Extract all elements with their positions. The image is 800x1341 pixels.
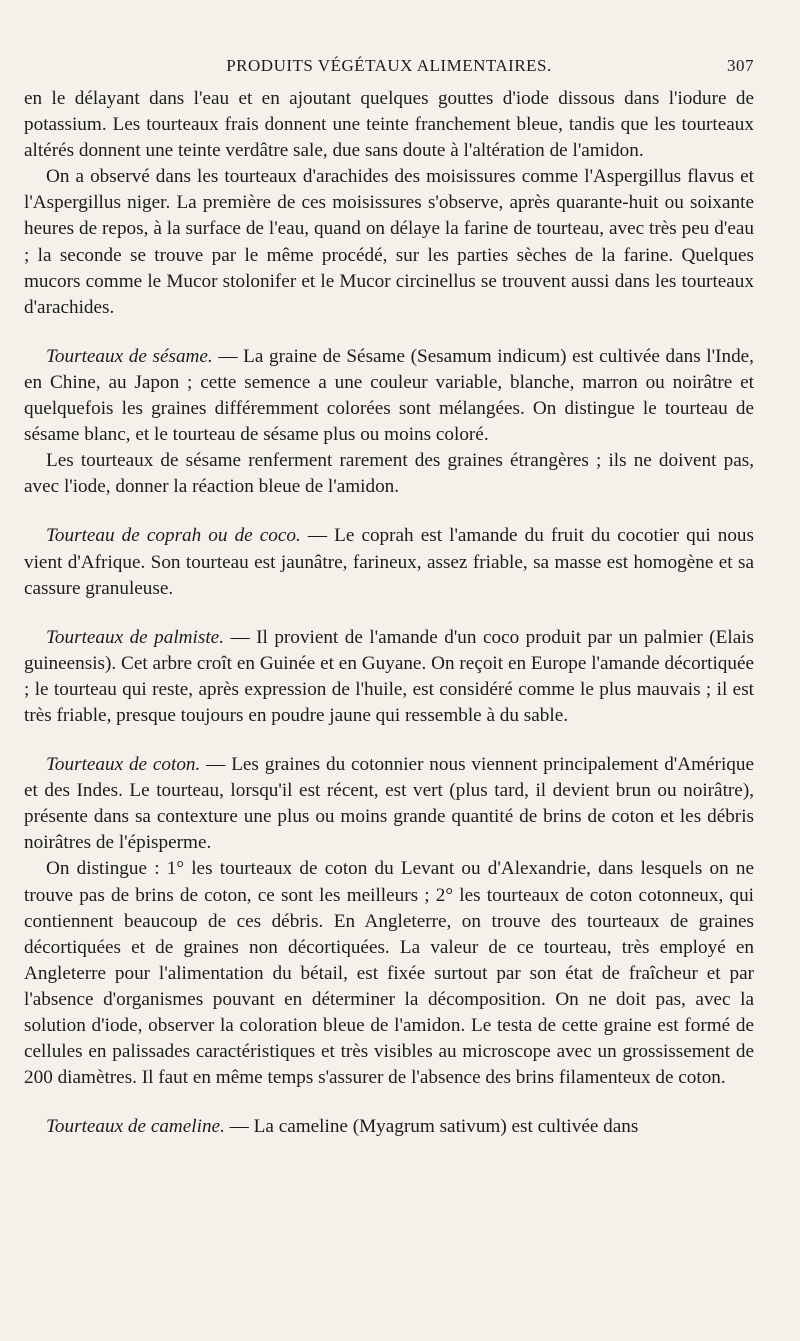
- paragraph-text: — La graine de Sésame (Sesamum indicum) est cultivée dans l'Inde, en Chine, au Japon ; cette semence a une couleur variable, blanche, marron ou noirâtre et quelquefois les graines différemment colorées sont mélangées. On distingue le tourteau de sésame blanc, et le tourteau de sésame plus ou moins coloré.: [24, 345, 754, 446]
- paragraph-coton-2: [24, 856, 754, 1091]
- section-heading: Tourteaux de sésame.: [46, 345, 213, 367]
- section-gap: [24, 1091, 754, 1114]
- paragraph-text: en le délayant dans l'eau et en ajoutant quelques gouttes d'iode dissous dans l'iodure de potassium. Les tourteaux frais donnent une teinte franchement bleue, tandis que les tourteaux altérés donnent une teinte verdâtre sale, due sans doute à l'altération de l'amidon.: [24, 88, 754, 162]
- paragraph-text: — Les graines du cotonnier nous viennent principalement d'Amérique et des Indes. Le tourteau, lorsqu'il est récent, est vert (plus tard, il devient brun ou noirâtre), présente dans sa contexture une plus ou moins grande quantité de brins de coton et les débris noirâtres de l'épisperme.: [24, 754, 754, 854]
- section-coprah: [24, 523, 754, 601]
- paragraph-text: — Il provient de l'amande d'un coco produit par un palmier (Elais guineensis). Cet arbre croît en Guinée et en Guyane. On reçoit en Europe l'amande décortiquée ; le tourteau qui reste, après expression de l'huile, est considéré comme le plus mauvais ; il est très friable, presque toujours en poudre jaune qui ressemble à du sable.: [24, 626, 755, 726]
- section-heading: Tourteaux de palmiste.: [46, 626, 224, 648]
- section-gap: [24, 321, 754, 344]
- section-gap: [24, 500, 754, 523]
- section-cameline: [24, 1114, 754, 1140]
- section-sesame: [24, 344, 754, 448]
- section-heading: Tourteau de coprah ou de coco.: [46, 525, 301, 547]
- paragraph-text: — La cameline (Myagrum sativum) est cultivée dans: [224, 1116, 639, 1138]
- section-heading: Tourteaux de cameline.: [46, 1116, 225, 1138]
- section-gap: [24, 602, 754, 625]
- paragraph-text: Les tourteaux de sésame renferment rarement des graines étrangères ; ils ne doivent pas, avec l'iode, donner la réaction bleue de l'amidon.: [24, 450, 754, 498]
- paragraph-aspergillus: [24, 164, 754, 321]
- paragraph-text: On distingue : 1° les tourteaux de coton du Levant ou d'Alexandrie, dans lesquels on ne trouve pas de brins de coton, ce sont les meilleurs ; 2° les tourteaux de coton cotonneux, qui contiennent beaucoup de ces débris. En Angleterre, on trouve des tourteaux de graines décortiquées et de graines non décortiquées. La valeur de ce tourteau, très employé en Angleterre pour l'alimentation du bétail, est fixée surtout par son état de fraîcheur et par l'absence d'organismes pouvant en déterminer la décomposition. On ne doit pas, avec la solution d'iode, observer la coloration bleue de l'amidon. Le testa de cette graine est formé de cellules en palissades caractéristiques et très visibles au microscope avec un grossissement de 200 diamètres. Il faut en même temps s'assurer de l'absence des brins filamenteux de coton.: [24, 858, 754, 1089]
- paragraph-text: — Le coprah est l'amande du fruit du cocotier qui nous vient d'Afrique. Son tourteau est jaunâtre, farineux, assez friable, sa masse est homogène et sa cassure granuleuse.: [24, 525, 754, 599]
- section-coton: [24, 752, 754, 856]
- section-gap: [24, 729, 754, 752]
- paragraph-continued: [24, 86, 754, 164]
- document-page: [24, 56, 754, 1140]
- section-palmiste: [24, 625, 754, 729]
- paragraph-text: On a observé dans les tourteaux d'arachides des moisissures comme l'Aspergillus flavus et l'Aspergillus niger. La première de ces moisissures s'observe, après quarante-huit ou soixante heures de repos, à la surface de l'eau, quand on délaye la farine de tourteau, avec très peu d'eau ; la seconde se trouve par le même procédé, sur les parties sèches de la farine. Quelques mucors comme le Mucor stolonifer et le Mucor circinellus se trouvent aussi dans les tourteaux d'arachides.: [24, 166, 754, 318]
- page-number: 307: [727, 56, 754, 75]
- running-title: PRODUITS VÉGÉTAUX ALIMENTAIRES.: [226, 56, 552, 75]
- page-header: [24, 56, 754, 86]
- section-heading: Tourteaux de coton.: [46, 754, 201, 776]
- paragraph-sesame-2: [24, 448, 754, 500]
